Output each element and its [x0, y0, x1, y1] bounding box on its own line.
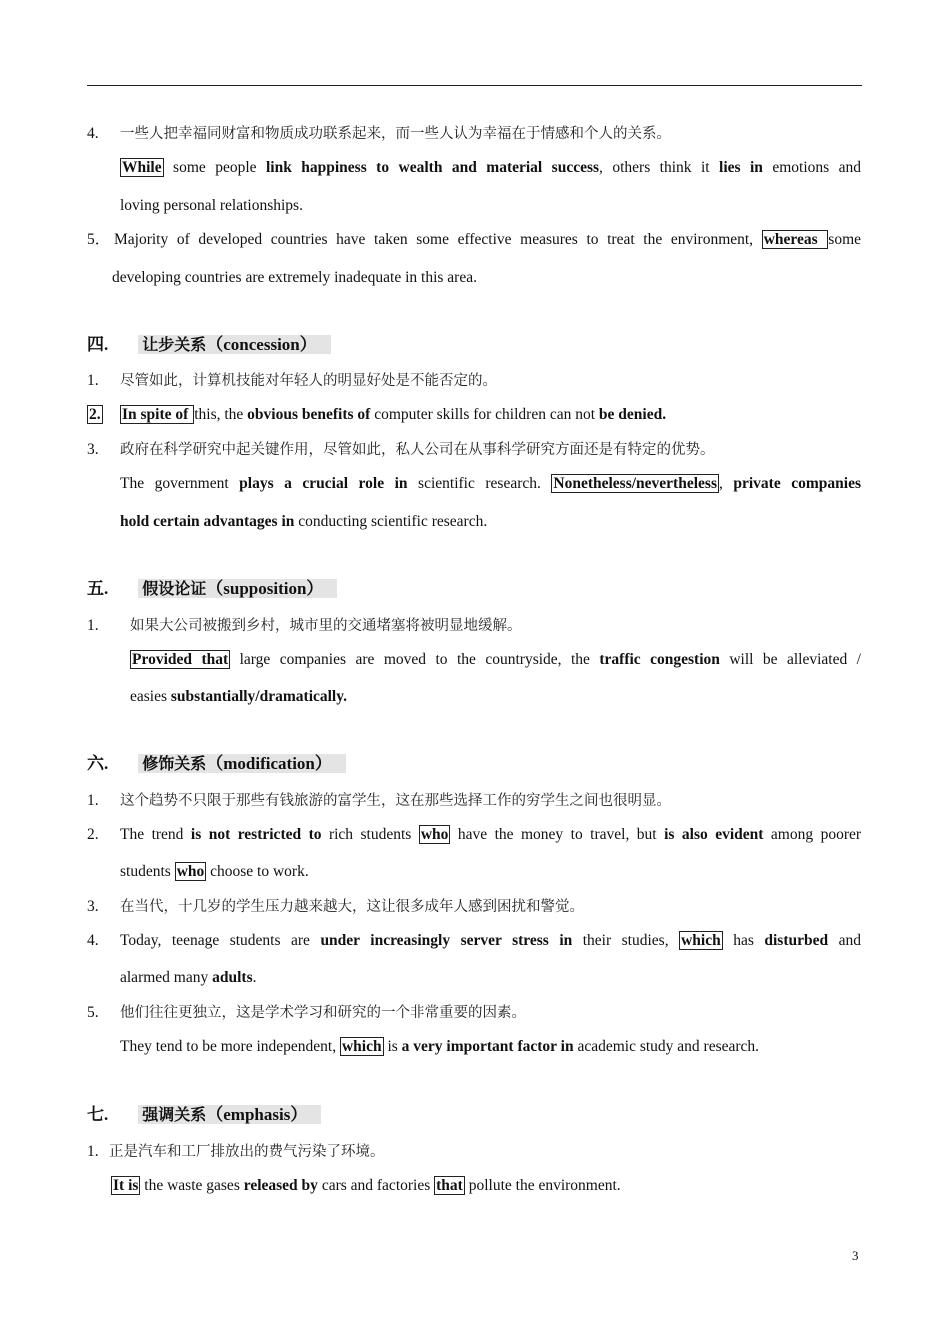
item-number: 5. — [87, 1004, 99, 1021]
item-number: 1. — [87, 617, 99, 634]
english-sentence-continued: hold certain advantages in conducting scientific research. — [120, 513, 488, 530]
english-sentence: Provided that large companies are moved to the countryside, the traffic congestion will be alleviated / — [132, 651, 861, 668]
keyword-box: who — [176, 863, 205, 880]
page-number: 3 — [852, 1248, 859, 1263]
english-sentence: The trend is not restricted to rich students who have the money to travel, but is also evident among poorer — [120, 826, 862, 843]
item-number: 3. — [87, 441, 99, 458]
item-number: 1. — [87, 1143, 99, 1160]
keyword-box: It is — [113, 1177, 139, 1194]
item-number: 1. — [87, 372, 99, 389]
item-number: 3. — [87, 898, 99, 915]
chinese-sentence: 这个趋势不只限于那些有钱旅游的富学生，这在那些选择工作的穷学生之间也很明显。 — [120, 793, 671, 809]
section-number: 五. — [87, 579, 109, 598]
keyword-box: Provided that — [132, 651, 229, 668]
section-number: 六. — [87, 754, 109, 773]
chinese-sentence: 政府在科学研究中起关键作用，尽管如此，私人公司在从事科学研究方面还是有特定的优势。 — [120, 442, 715, 458]
english-sentence-continued: students who choose to work. — [120, 863, 309, 880]
english-sentence-continued: easies substantially/dramatically. — [130, 688, 348, 705]
chinese-sentence: 他们往往更独立，这是学术学习和研究的一个非常重要的因素。 — [120, 1005, 526, 1021]
header-rule — [87, 85, 862, 86]
english-sentence-continued: alarmed many adults. — [120, 969, 257, 986]
item-number-boxed: 2. — [89, 406, 101, 423]
item-number: 4. — [87, 932, 99, 949]
keyword-box: who — [420, 826, 449, 843]
keyword-box: Nonetheless/nevertheless — [553, 475, 717, 492]
english-sentence-continued: developing countries are extremely inadequate in this area. — [112, 269, 477, 286]
english-sentence: In spite of this, the obvious benefits of computer skills for children can not be denied. — [122, 406, 667, 423]
chinese-sentence: 如果大公司被搬到乡村，城市里的交通堵塞将被明显地缓解。 — [130, 618, 522, 634]
section-number: 七. — [87, 1105, 109, 1124]
keyword-box: whereas — [763, 231, 827, 248]
keyword-box: which — [341, 1038, 382, 1055]
section-heading-concession: 四. 让步关系（concession） — [87, 335, 331, 355]
section-heading-supposition: 五. 假设论证（supposition） — [87, 579, 337, 599]
chinese-sentence: 一些人把幸福同财富和物质成功联系起来，而一些人认为幸福在于情感和个人的关系。 — [120, 126, 671, 142]
item-number: 2. — [87, 826, 99, 843]
keyword-box: which — [681, 932, 721, 949]
english-sentence: Majority of developed countries have taken some effective measures to treat the environment, whereas some — [114, 231, 861, 248]
section-number: 四. — [87, 335, 109, 354]
chinese-sentence: 正是汽车和工厂排放出的费气污染了环境。 — [109, 1144, 385, 1160]
english-sentence: It is the waste gases released by cars and factories that pollute the environment. — [113, 1177, 621, 1194]
keyword-box: In spite of — [122, 406, 193, 423]
item-number: 5． — [87, 231, 111, 248]
english-sentence: The government plays a crucial role in scientific research. Nonetheless/nevertheless , private companies — [120, 475, 861, 492]
section-heading-modification: 六. 修饰关系（modification） — [87, 754, 346, 774]
item-number: 4. — [87, 125, 99, 142]
english-sentence-continued: loving personal relationships. — [120, 197, 303, 214]
chinese-sentence: 尽管如此，计算机技能对年轻人的明显好处是不能否定的。 — [120, 373, 497, 389]
keyword-box: that — [436, 1177, 463, 1194]
english-sentence: They tend to be more independent, which is a very important factor in academic study and research. — [120, 1038, 760, 1055]
chinese-sentence: 在当代，十几岁的学生压力越来越大，这让很多成年人感到困扰和警觉。 — [120, 899, 584, 915]
section-heading-emphasis: 七. 强调关系（emphasis） — [87, 1105, 321, 1125]
english-sentence: While some people link happiness to wealth and material success, others think it lies in emotions and — [122, 159, 862, 176]
item-number: 1. — [87, 792, 99, 809]
keyword-box: While — [122, 159, 162, 176]
english-sentence: Today, teenage students are under increasingly server stress in their studies, which has disturbed and — [120, 932, 861, 949]
